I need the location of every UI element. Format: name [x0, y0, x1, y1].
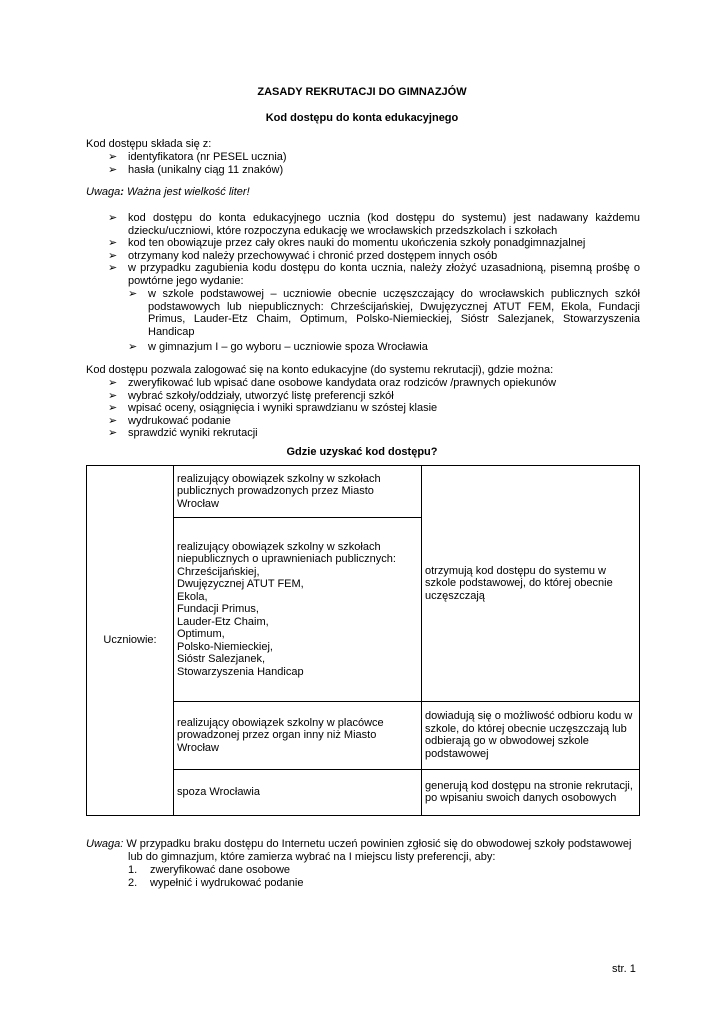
list-item: 2. wypełnić i wydrukować podanie: [128, 876, 304, 889]
table-cell: dowiadują się o możliwość odbioru kodu w szkole, do której obecnie uczęszczają lub odbierają go w obwodowej szkole podstawowej: [422, 701, 640, 769]
table-cell: realizujący obowiązek szkolny w placówce prowadzonej przez organ inny niż Miasto Wrocław: [174, 701, 422, 769]
access-code-table: [86, 465, 640, 816]
arrow-bullet-icon: ➢: [108, 427, 118, 439]
table-cell: otrzymują kod dostępu do systemu w szkole podstawowej, do której obecnie uczęszczają: [422, 466, 640, 702]
where-heading: Gdzie uzyskać kod dostępu?: [286, 446, 438, 458]
table-cell: realizujący obowiązek szkolny w szkołach publicznych prowadzonych przez Miasto Wrocław: [174, 466, 422, 518]
composition-list: [108, 151, 640, 176]
list-item: ➢ wybrać szkoły/oddziały, utworzyć listę preferencji szkół: [108, 389, 394, 402]
table-row: [87, 466, 640, 518]
list-item: ➢ identyfikatora (nr PESEL ucznia): [108, 151, 287, 163]
arrow-bullet-icon: ➢: [108, 262, 118, 274]
list-item: ➢ zweryfikować lub wpisać dane osobowe kandydata oraz rodziców /prawnych opiekunów: [108, 377, 557, 389]
students-cell: Uczniowie:: [87, 466, 174, 816]
note-steps-list: [128, 864, 303, 889]
list-item: ➢ wpisać oceny, osiągnięcia i wyniki sprawdzianu w szóstej klasie: [108, 402, 438, 414]
arrow-bullet-icon: ➢: [108, 237, 118, 249]
list-item: ➢ w przypadku zagubienia kodu dostępu do konta ucznia, należy złożyć uzasadnioną, pisemną prośbę o powtórne jego wydanie:: [108, 262, 640, 287]
rules-list: [108, 212, 640, 287]
document-subtitle: Kod dostępu do konta edukacyjnego: [265, 112, 459, 124]
arrow-bullet-icon: ➢: [108, 151, 118, 163]
arrow-bullet-icon: ➢: [108, 377, 118, 389]
list-item: ➢ kod dostępu do konta edukacyjnego ucznia (kod dostępu do systemu) jest nadawany każdemu dziecku/uczniowi, które rozpoczyna edukację we wrocławskich przedszkolach i szkołach: [108, 212, 640, 237]
list-item: ➢ sprawdzić wyniki rekrutacji: [108, 427, 258, 439]
case-warning: Uwaga: Ważna jest wielkość liter!: [86, 186, 250, 198]
list-item: ➢ w gimnazjum I – go wyboru – uczniowie spoza Wrocławia: [128, 341, 428, 353]
list-item: 1. zweryfikować dane osobowe: [128, 864, 291, 876]
table-cell: spoza Wrocławia: [174, 769, 422, 815]
arrow-bullet-icon: ➢: [108, 249, 118, 262]
internet-note: Uwaga: W przypadku braku dostępu do Internetu uczeń powinien zgłosić się do obwodowej szkoły podstawowej: [86, 838, 632, 850]
arrow-bullet-icon: ➢: [108, 414, 118, 427]
arrow-bullet-icon: ➢: [128, 341, 138, 353]
arrow-bullet-icon: ➢: [128, 288, 138, 300]
usage-intro: Kod dostępu pozwala zalogować się na konto edukacyjne (do systemu rekrutacji), gdzie można:: [86, 364, 554, 376]
list-item: ➢ wydrukować podanie: [108, 414, 231, 427]
rules-sublist: [128, 288, 640, 354]
document-title: ZASADY REKRUTACJI DO GIMNAZJÓW: [257, 86, 467, 98]
internet-note-cont: lub do gimnazjum, które zamierza wybrać na I miejscu listy preferencji, aby:: [128, 851, 496, 863]
page-number: str. 1: [612, 963, 636, 975]
list-item: ➢ hasła (unikalny ciąg 11 znaków): [108, 163, 284, 176]
table-cell: realizujący obowiązek szkolny w szkołach niepublicznych o uprawnieniach publicznych: Chrześcijańskiej, Dwujęzycznej ATUT FEM, Ekola, Fundacji Primus, Lauder-Etz Chaim, Optimum, Polsko-Niemieckiej, Sióstr Salezjanek, Stowarzyszenia Handicap: [174, 518, 422, 702]
arrow-bullet-icon: ➢: [108, 212, 118, 224]
list-item: ➢ w szkole podstawowej – uczniowie obecnie uczęszczający do wrocławskich publicznych szkół podstawowych lub niepublicznych: Chrześcijańskiej, Dwujęzycznej ATUT FEM, Ekola, Fundacji Primus, Lauder-Etz Chaim, Optimum, Polsko-Niemieckiej, Sióstr Salezjanek, Stowarzyszenia Handicap: [128, 288, 640, 338]
list-item: ➢ otrzymany kod należy przechowywać i chronić przed dostępem innych osób: [108, 249, 498, 262]
arrow-bullet-icon: ➢: [108, 402, 118, 414]
arrow-bullet-icon: ➢: [108, 163, 118, 176]
table-cell: generują kod dostępu na stronie rekrutacji, po wpisaniu swoich danych osobowych: [422, 769, 640, 815]
arrow-bullet-icon: ➢: [108, 389, 118, 402]
composition-intro: Kod dostępu składa się z:: [86, 138, 212, 150]
list-item: ➢ kod ten obowiązuje przez cały okres nauki do momentu ukończenia szkoły ponadgimnazjalnej: [108, 237, 586, 249]
usage-list: [108, 377, 640, 440]
